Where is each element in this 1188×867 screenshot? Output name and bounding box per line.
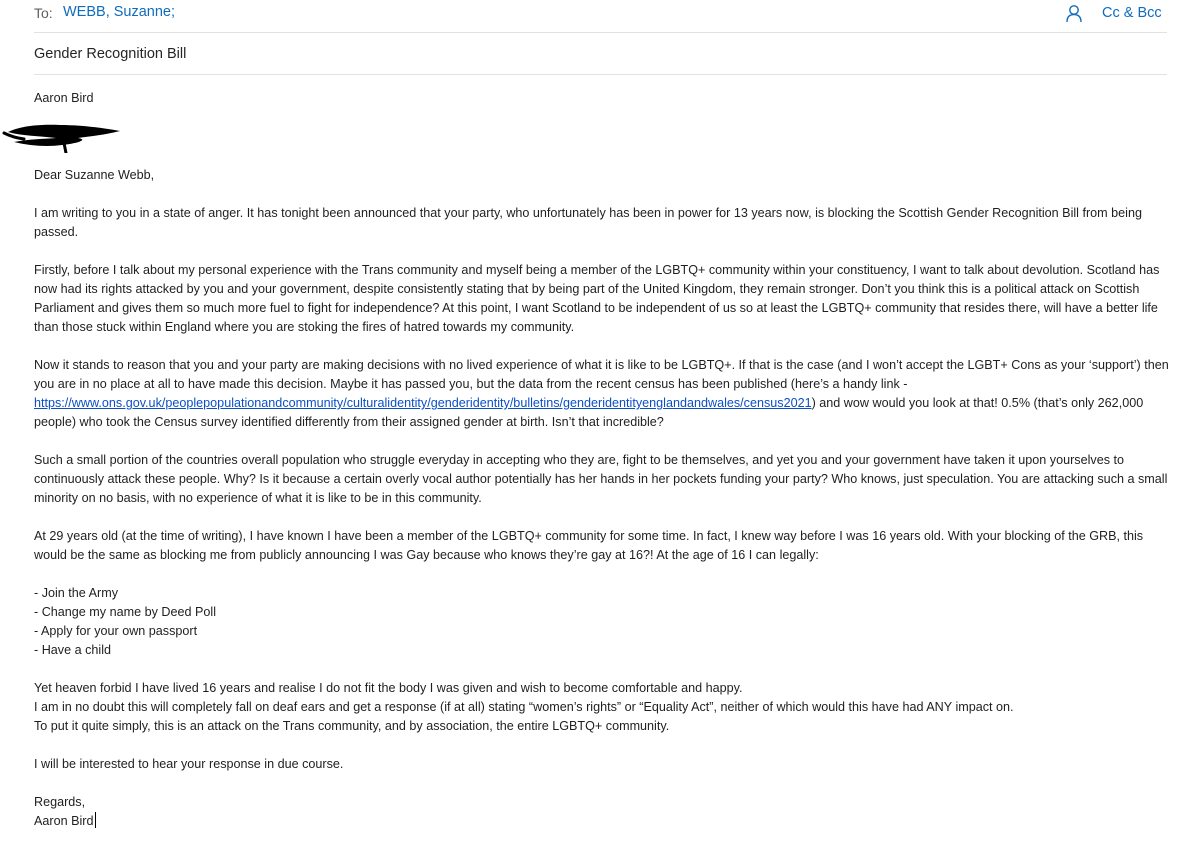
recipient-chip[interactable]: WEBB, Suzanne; (63, 4, 176, 20)
paragraph-3 (34, 356, 1169, 432)
paragraph-4: Such a small portion of the countries overall population who struggle everyday in accepting who they are, fight to be themselves, and yet you and your government have taken it upon yourselves to continuously attack these people. Why? Is it because a certain overly vocal author potentially has her hands in her pockets funding your party? Who knows, just speculation. You are attacking such a small minority on no basis, with no experience of what it is like to be in this community. (34, 453, 1168, 505)
redaction-scribble (0, 109, 126, 153)
paragraph-6-line-2: I am in no doubt this will completely fall on deaf ears and get a response (if at all) stating “women’s rights” or “Equality Act”, neither of which would this have had ANY impact on. (34, 700, 1014, 714)
greeting: Dear Suzanne Webb, (34, 168, 155, 182)
subject-field[interactable] (34, 34, 1167, 75)
census-link[interactable]: https://www.ons.gov.uk/peoplepopulationandcommunity/culturalidentity/genderidentity/bulletins/genderidentityenglandandwales/census2021 (34, 396, 812, 410)
paragraph-6-line-3: To put it quite simply, this is an attack on the Trans community, and by association, the entire LGBTQ+ community. (34, 719, 670, 733)
paragraph-6-line-1: Yet heaven forbid I have lived 16 years and realise I do not fit the body I was given and wish to become comfortable and happy. (34, 681, 743, 695)
paragraph-1: I am writing to you in a state of anger. It has tonight been announced that your party, who unfortunately has been in power for 13 years now, is blocking the Scottish Gender Recognition Bill from being passed. (34, 206, 1142, 239)
sign-off: Regards, (34, 795, 86, 809)
paragraph-2: Firstly, before I talk about my personal experience with the Trans community and myself being a member of the LGBTQ+ community within your constituency, I want to talk about devolution. Scotland has now had its rights attacked by you and your government, despite consistently stating that by being part of the United Kingdom, they remain stronger. Don’t you think this is a political attack on Scottish Parliament and gives them so much more fuel to fight for independence? At this point, I want Scotland to be independent of us so at least the LGBTQ+ community that resides there, will have a better life than those stuck within England where you are stoking the fires of hatred towards my community. (34, 263, 1160, 334)
person-icon[interactable] (1065, 4, 1083, 23)
paragraph-5: At 29 years old (at the time of writing), I have known I have been a member of the LGBTQ+ community for some time. In fact, I knew way before I was 16 years old. With your blocking of the GRB, this would be the same as blocking me from publicly announcing I was Gay because who knows they’re gay at 16?! At the age of 16 I can legally: (34, 529, 1144, 562)
signature-line (34, 812, 1169, 831)
list-item: - Apply for your own passport (34, 624, 198, 638)
list-item: - Join the Army (34, 586, 118, 600)
cc-bcc-button[interactable]: Cc & Bcc (1102, 5, 1162, 21)
sender-name: Aaron Bird (34, 91, 94, 105)
paragraph-7: I will be interested to hear your response in due course. (34, 757, 344, 771)
list-item: - Change my name by Deed Poll (34, 605, 217, 619)
list-item: - Have a child (34, 643, 111, 657)
to-row (34, 0, 1167, 33)
message-body[interactable] (34, 89, 1169, 831)
paragraph-3-text-end: ) and wow would you look at that! 0.5% (that’s only 262,000 people) who took the Census survey identified differently from their assigned gender at birth. Isn’t that incredible? (34, 396, 1144, 429)
paragraph-3-text-start: Now it stands to reason that you and your party are making decisions with no lived experience of what it is like to be LGBTQ+. If that is the case (and I won’t accept the LGBT+ Cons as your ‘support’) then you are in no place at all to have made this decision. Maybe it has passed you, but the data from the recent census has been published (here’s a handy link - (34, 358, 1169, 391)
signature: Aaron Bird (34, 814, 94, 828)
to-label: To: (34, 5, 53, 21)
subject-text: Gender Recognition Bill (34, 46, 187, 62)
text-cursor (95, 812, 96, 828)
